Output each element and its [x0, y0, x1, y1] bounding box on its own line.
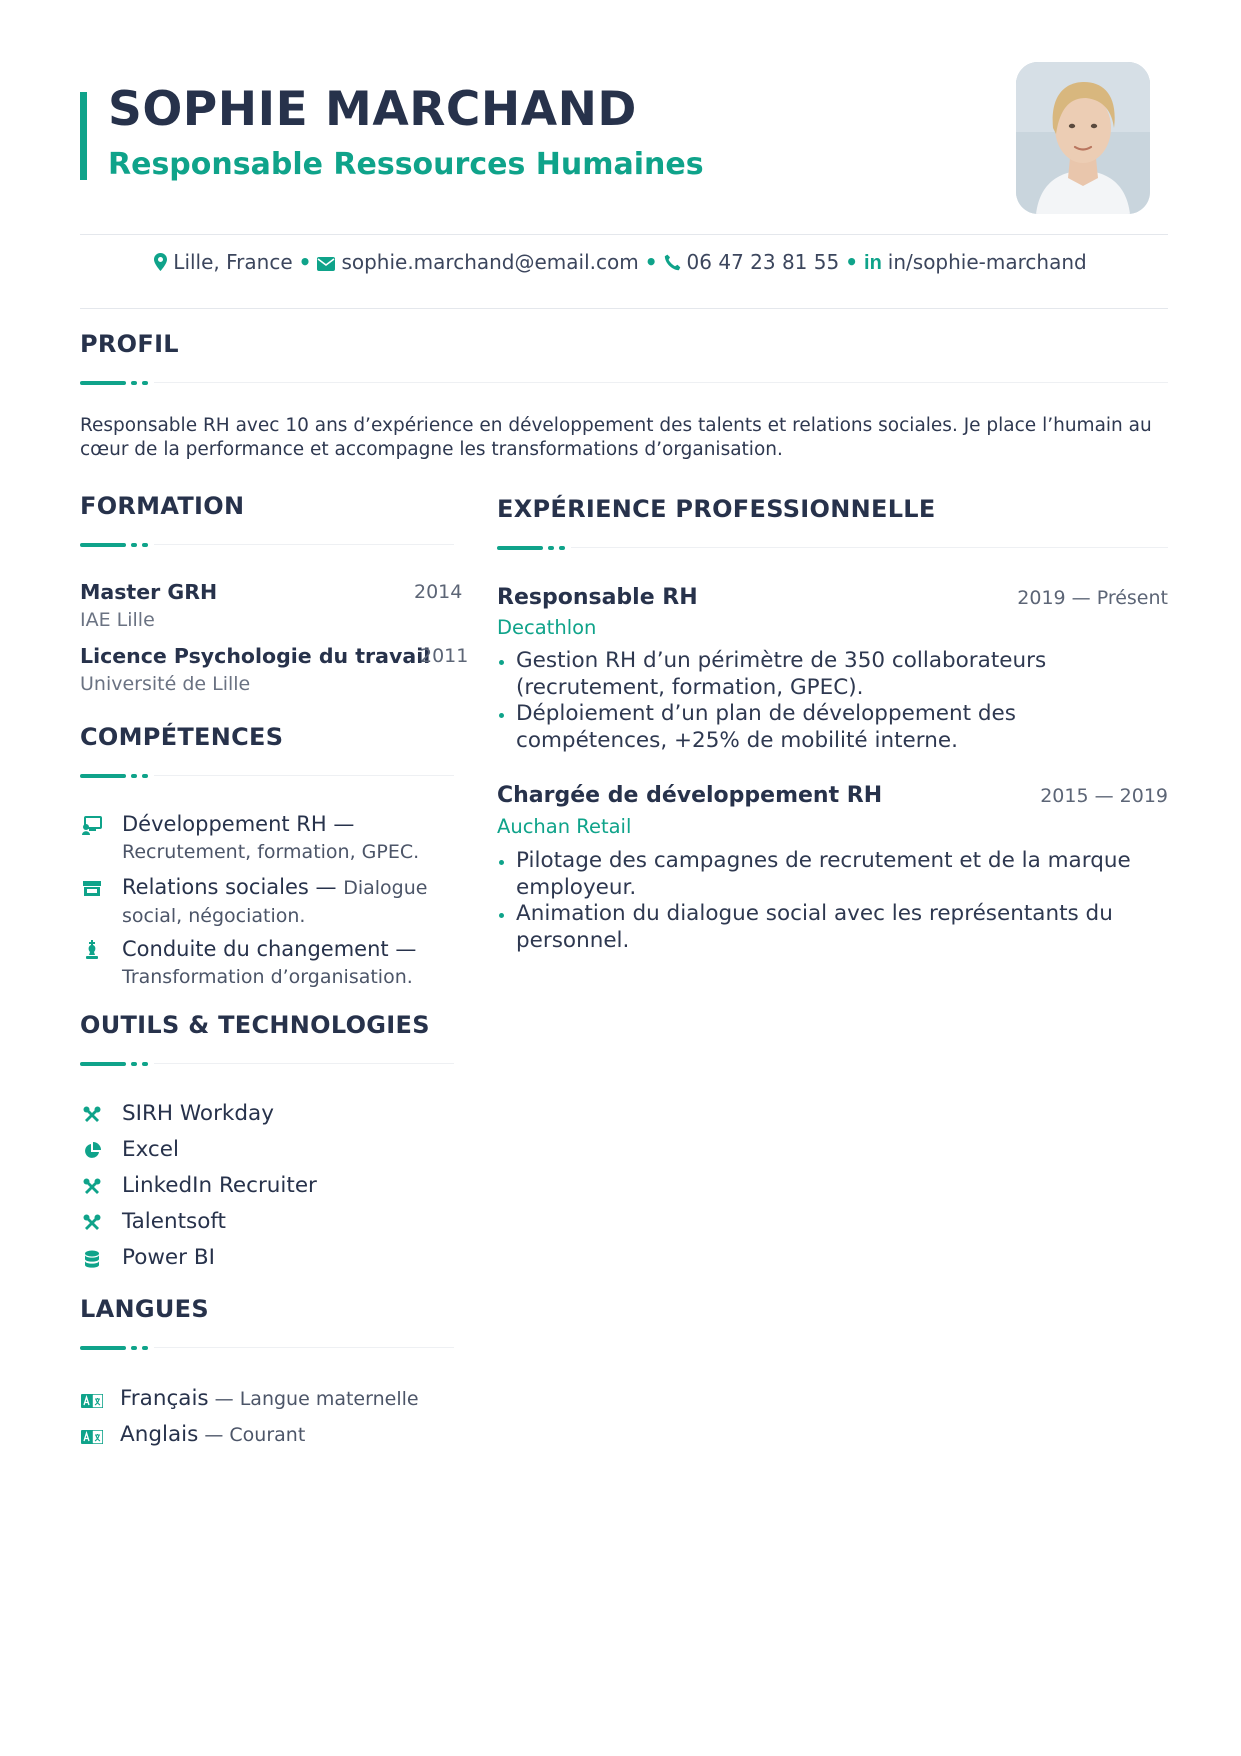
skills-heading: COMPÉTENCES	[80, 723, 284, 751]
tools-heading: OUTILS & TECHNOLOGIES	[80, 1011, 430, 1039]
tools-icon	[83, 1178, 101, 1196]
experience-heading: EXPÉRIENCE PROFESSIONNELLE	[497, 495, 936, 523]
contact-linkedin[interactable]: in/sophie-marchand	[887, 250, 1087, 274]
language-name: Français	[120, 1386, 209, 1411]
linkedin-icon: in	[864, 252, 882, 274]
phone-icon	[664, 252, 681, 276]
language-name: Anglais	[120, 1422, 199, 1447]
contact-separator: •	[644, 250, 658, 274]
education-degree: Licence Psychologie du travail	[80, 644, 431, 668]
job-bullet: Animation du dialogue social avec les représentants du personnel.	[497, 901, 1169, 954]
header-divider	[80, 234, 1168, 235]
skill-separator: —	[388, 937, 417, 961]
skill-separator: —	[308, 875, 344, 899]
language-level: Courant	[229, 1424, 306, 1446]
name-accent-bar	[80, 92, 87, 180]
envelope-icon	[317, 252, 335, 276]
tool-name: SIRH Workday	[122, 1101, 274, 1126]
contact-email[interactable]: sophie.marchand@email.com	[341, 250, 639, 274]
skill-name: Conduite du changement	[122, 937, 389, 961]
education-year: 2011	[420, 645, 469, 667]
education-degree: Master GRH	[80, 580, 218, 604]
education-heading: FORMATION	[80, 492, 245, 520]
contact-location: Lille, France	[173, 250, 293, 274]
chess-icon	[82, 940, 102, 960]
skill-separator: —	[326, 812, 355, 836]
skill-description: Dialogue social, négociation.	[122, 877, 428, 927]
portrait-image	[1016, 62, 1150, 214]
job-dates: 2019 — Présent	[1017, 587, 1168, 609]
job-dates: 2015 — 2019	[1040, 785, 1168, 807]
tool-name: LinkedIn Recruiter	[122, 1173, 317, 1198]
job-title: Chargée de développement RH	[497, 783, 883, 808]
database-icon	[83, 1250, 101, 1268]
language-level: Langue maternelle	[239, 1388, 419, 1410]
job-bullet-list	[497, 848, 1169, 954]
profile-summary: Responsable RH avec 10 ans d’expérience en développement des talents et relations sociales. Je place l’humain au cœur de la performance et accompagne les transformations d’organisation.	[80, 415, 1152, 460]
job-bullet: Déploiement d’un plan de développement des compétences, +25% de mobilité interne.	[497, 701, 1169, 754]
map-pin-icon	[154, 252, 167, 276]
job-title-heading: Responsable Ressources Humaines	[108, 147, 704, 182]
education-year: 2014	[414, 581, 463, 603]
contact-separator: •	[845, 250, 859, 274]
job-company: Decathlon	[497, 616, 597, 639]
presentation-icon	[82, 815, 102, 835]
contact-phone: 06 47 23 81 55	[686, 250, 840, 274]
language-icon	[81, 1429, 103, 1443]
contact-divider	[80, 308, 1168, 309]
language-separator: —	[198, 1424, 230, 1446]
contact-separator: •	[298, 250, 312, 274]
job-bullet-list	[497, 648, 1169, 754]
job-title: Responsable RH	[497, 585, 698, 610]
language-icon	[81, 1393, 103, 1407]
job-bullet: Pilotage des campagnes de recrutement et de la marque employeur.	[497, 848, 1169, 901]
tools-icon	[83, 1214, 101, 1232]
skill-description: Transformation d’organisation.	[122, 966, 413, 988]
profile-photo	[1016, 62, 1150, 214]
skill-name: Relations sociales	[122, 875, 309, 899]
tool-name: Excel	[122, 1137, 179, 1162]
store-icon	[82, 878, 102, 898]
education-school: IAE Lille	[80, 609, 155, 631]
education-school: Université de Lille	[80, 673, 251, 695]
job-company: Auchan Retail	[497, 815, 632, 838]
pie-chart-icon	[83, 1142, 101, 1160]
skill-name: Développement RH	[122, 812, 327, 836]
language-separator: —	[208, 1388, 240, 1410]
languages-heading: LANGUES	[80, 1295, 209, 1323]
contact-line	[0, 250, 1241, 276]
job-bullet: Gestion RH d’un périmètre de 350 collaborateurs (recrutement, formation, GPEC).	[497, 648, 1169, 701]
skill-description: Recrutement, formation, GPEC.	[122, 841, 420, 863]
profile-heading: PROFIL	[80, 330, 179, 358]
person-name: SOPHIE MARCHAND	[108, 82, 637, 137]
tools-icon	[83, 1106, 101, 1124]
tool-name: Talentsoft	[122, 1209, 226, 1234]
tool-name: Power BI	[122, 1245, 215, 1270]
